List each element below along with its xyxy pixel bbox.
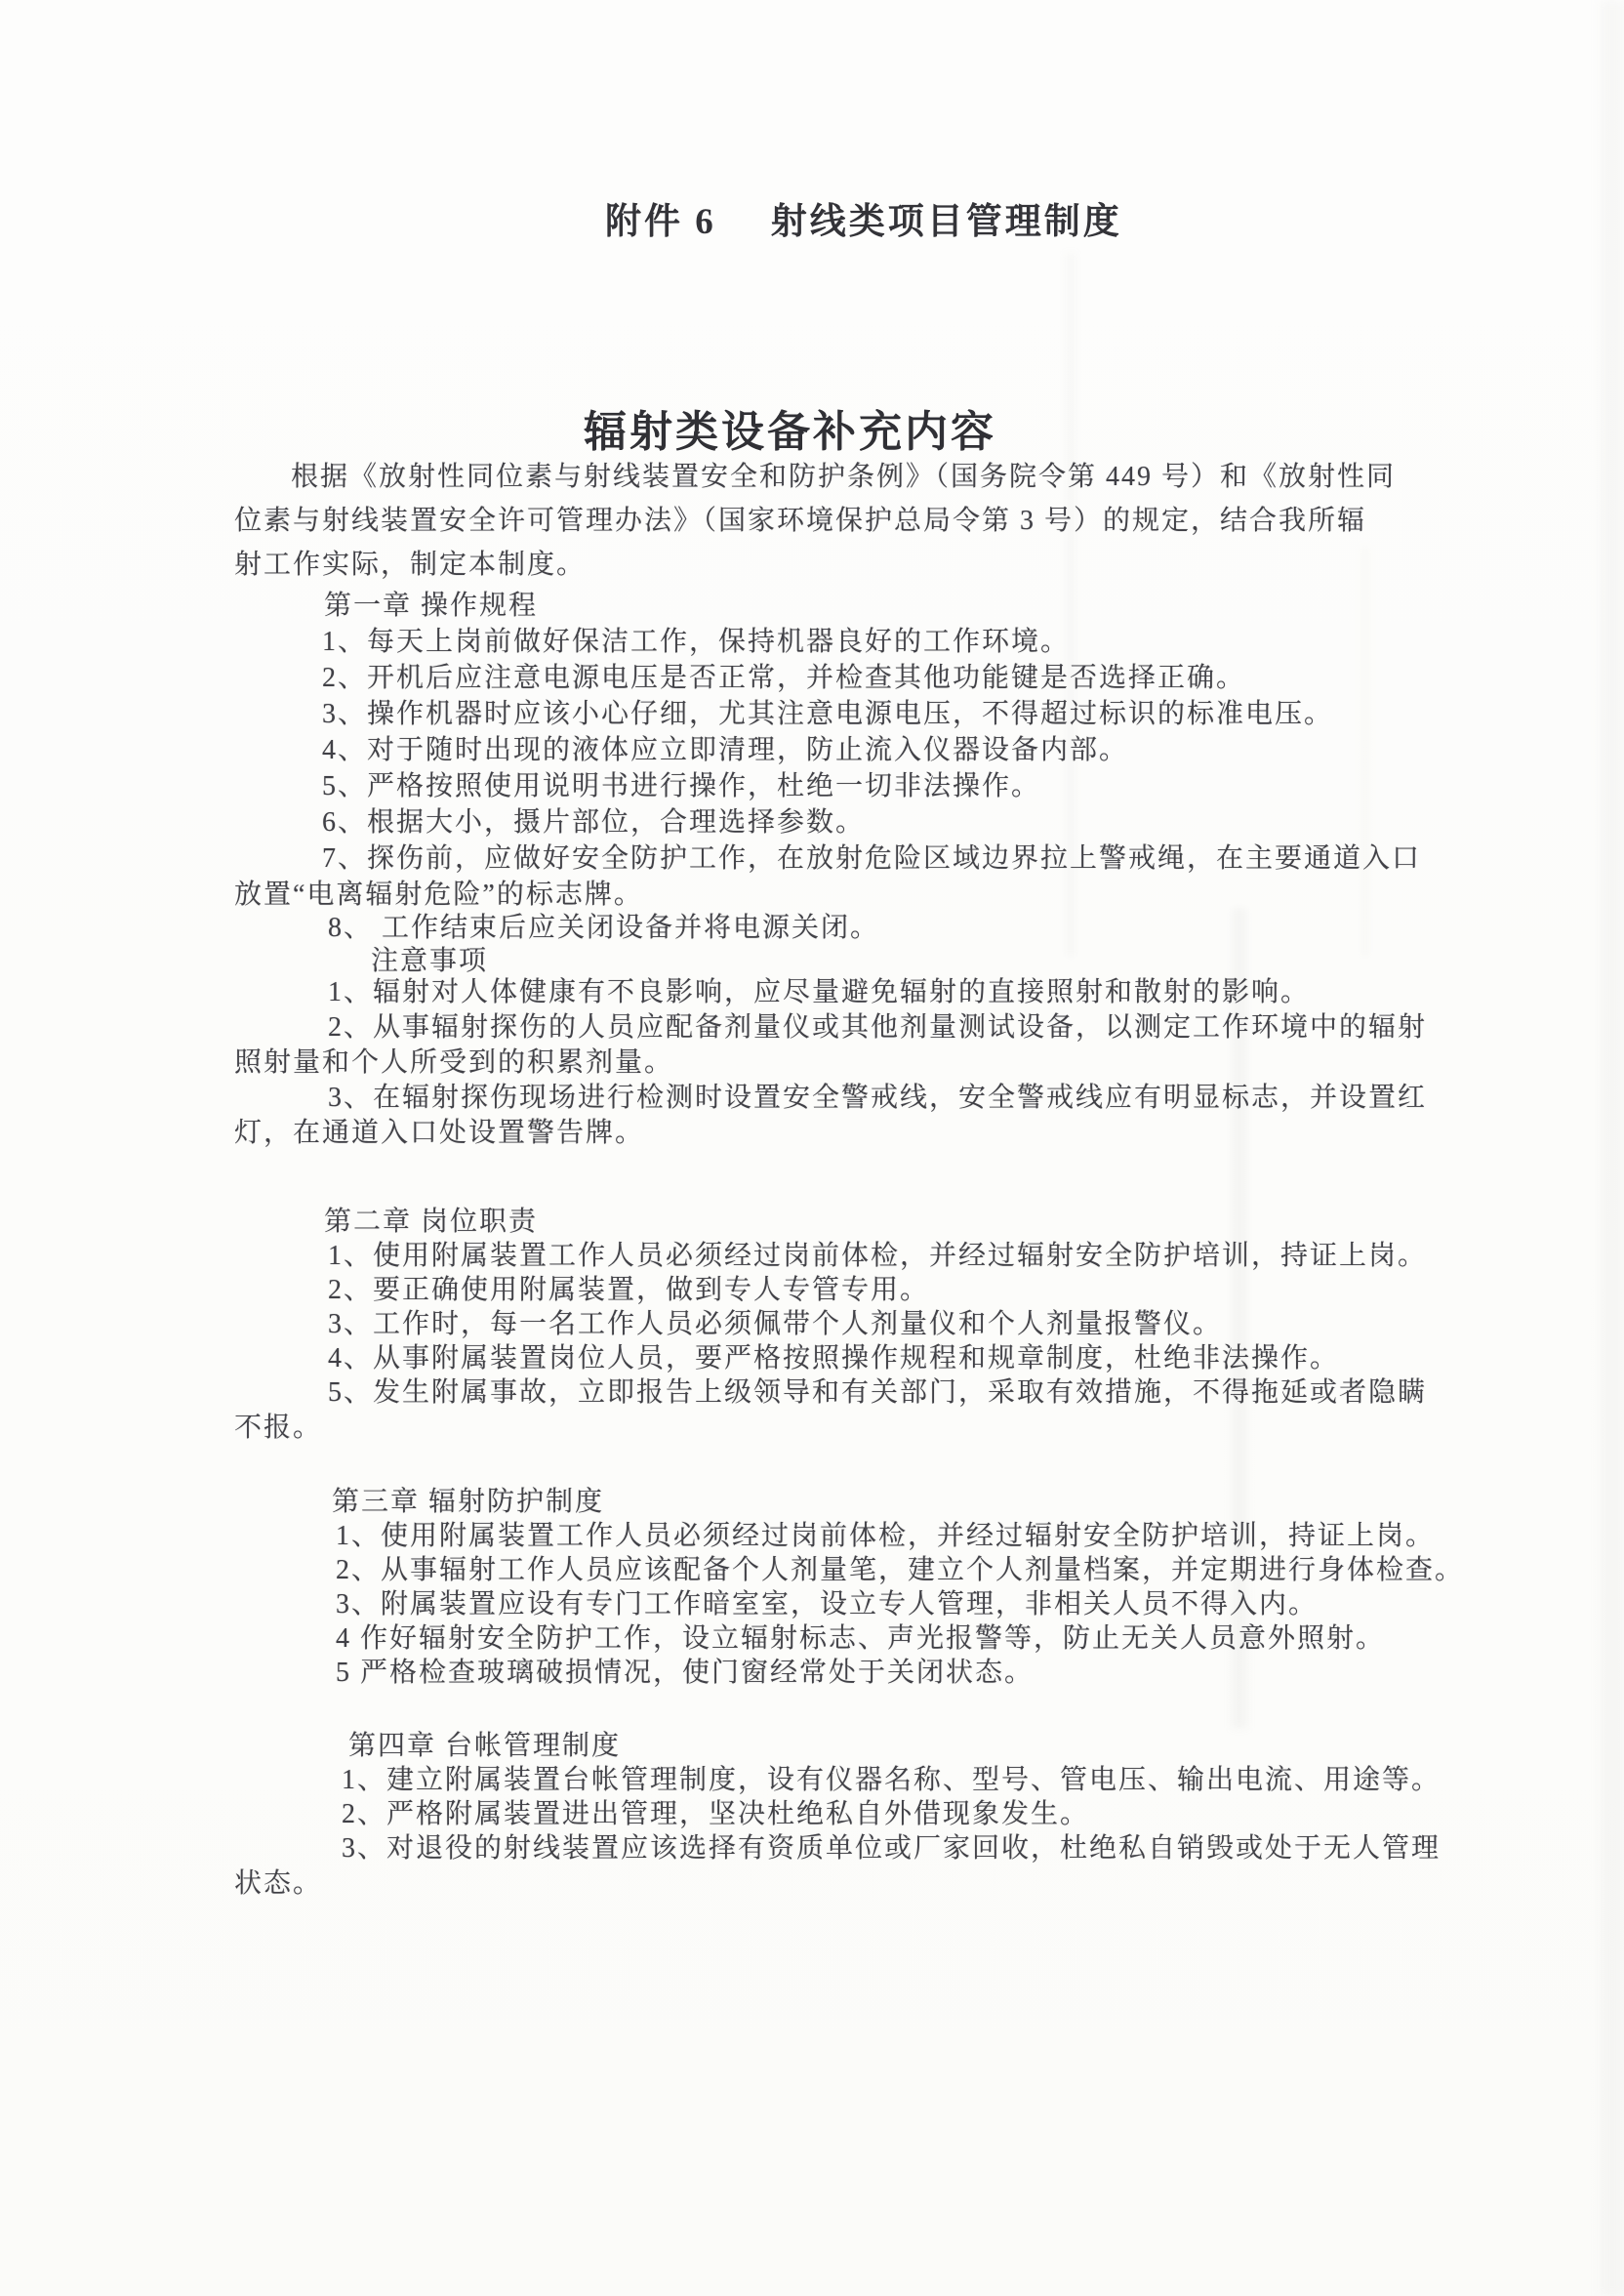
text-line: 照射量和个人所受到的积累剂量。 xyxy=(234,1047,674,1078)
attachment-label: 附件 6 xyxy=(605,202,716,242)
scan-edge-shading xyxy=(1601,0,1624,2296)
text-line: 注意事项 xyxy=(371,946,489,976)
text-line: 放置“电离辐射危险”的标志牌。 xyxy=(234,880,643,910)
text-line: 7、探伤前，应做好安全防护工作，在放射危险区域边界拉上警戒绳，在主要通道入口 xyxy=(322,843,1422,874)
text-line: 第四章 台帐管理制度 xyxy=(348,1731,622,1761)
text-line: 5、严格按照使用说明书进行操作，杜绝一切非法操作。 xyxy=(322,771,1041,801)
text-line: 灯，在通道入口处设置警告牌。 xyxy=(234,1118,645,1148)
text-line: 状态。 xyxy=(234,1868,323,1899)
text-line: 3、附属装置应设有专门工作暗室室，设立专人管理，非相关人员不得入内。 xyxy=(336,1589,1319,1620)
text-line: 3、在辐射探伤现场进行检测时设置安全警戒线，安全警戒线应有明显标志，并设置红 xyxy=(328,1083,1428,1113)
attachment-title-line xyxy=(605,191,1122,244)
text-line: 3、工作时，每一名工作人员必须佩带个人剂量仪和个人剂量报警仪。 xyxy=(328,1309,1223,1339)
text-line: 第三章 辐射防护制度 xyxy=(332,1487,605,1517)
text-line: 位素与射线装置安全许可管理办法》（国家环境保护总局令第 3 号）的规定，结合我所辐 xyxy=(234,506,1367,536)
scan-streak xyxy=(1361,547,1369,957)
text-line: 射工作实际，制定本制度。 xyxy=(234,550,587,580)
text-line: 不报。 xyxy=(234,1413,323,1443)
text-line: 1、每天上岗前做好保洁工作，保持机器良好的工作环境。 xyxy=(322,627,1071,657)
text-line: 4、从事附属装置岗位人员，要严格按照操作规程和规章制度，杜绝非法操作。 xyxy=(328,1343,1340,1374)
text-line: 1、使用附属装置工作人员必须经过岗前体检，并经过辐射安全防护培训，持证上岗。 xyxy=(328,1241,1428,1271)
text-line: 6、根据大小，摄片部位，合理选择参数。 xyxy=(322,807,866,838)
document-subtitle: 辐射类设备补充内容 xyxy=(584,408,996,456)
text-line: 3、操作机器时应该小心仔细，尤其注意电源电压，不得超过标识的标准电压。 xyxy=(322,699,1334,729)
text-line: 第一章 操作规程 xyxy=(324,591,539,621)
text-line: 2、要正确使用附属装置，做到专人专管专用。 xyxy=(328,1275,930,1305)
text-line: 第二章 岗位职责 xyxy=(324,1207,539,1237)
text-line: 4 作好辐射安全防护工作，设立辐射标志、声光报警等，防止无关人员意外照射。 xyxy=(336,1623,1386,1654)
text-line: 1、使用附属装置工作人员必须经过岗前体检，并经过辐射安全防护培训，持证上岗。 xyxy=(336,1521,1436,1551)
text-line: 2、严格附属装置进出管理，坚决杜绝私自外借现象发生。 xyxy=(342,1799,1090,1829)
text-line: 2、从事辐射探伤的人员应配备剂量仪或其他剂量测试设备，以测定工作环境中的辐射 xyxy=(328,1012,1428,1043)
text-line: 根据《放射性同位素与射线装置安全和防护条例》（国务院令第 449 号）和《放射性同 xyxy=(291,462,1397,492)
text-line: 2、开机后应注意电源电压是否正常，并检查其他功能键是否选择正确。 xyxy=(322,663,1246,693)
document-title: 射线类项目管理制度 xyxy=(770,202,1122,242)
text-line: 1、辐射对人体健康有不良影响，应尽量避免辐射的直接照射和散射的影响。 xyxy=(328,977,1311,1007)
text-line: 3、对退役的射线装置应该选择有资质单位或厂家回收，杜绝私自销毁或处于无人管理 xyxy=(342,1833,1441,1864)
text-line: 8、 工作结束后应关闭设备并将电源关闭。 xyxy=(328,913,880,943)
text-line: 5、发生附属事故，立即报告上级领导和有关部门，采取有效措施，不得拖延或者隐瞒 xyxy=(328,1377,1428,1408)
text-line: 1、建立附属装置台帐管理制度，设有仪器名称、型号、管电压、输出电流、用途等。 xyxy=(342,1765,1441,1795)
text-line: 5 严格检查玻璃破损情况，使门窗经常处于关闭状态。 xyxy=(336,1658,1035,1688)
text-line: 4、对于随时出现的液体应立即清理，防止流入仪器设备内部。 xyxy=(322,735,1129,765)
text-line: 2、从事辐射工作人员应该配备个人剂量笔，建立个人剂量档案，并定期进行身体检查。 xyxy=(336,1555,1465,1585)
